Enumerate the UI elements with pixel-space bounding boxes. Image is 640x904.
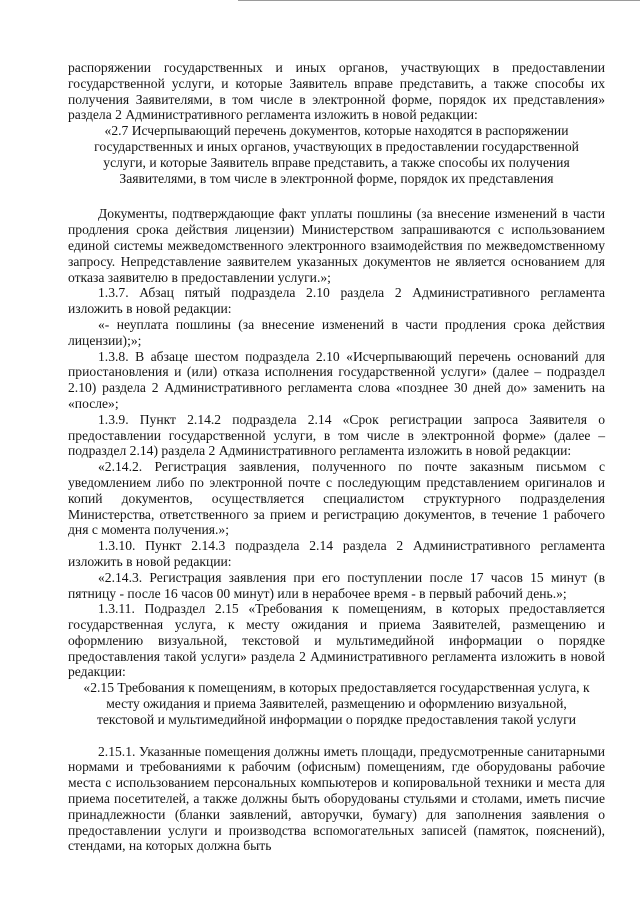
section-2-7-heading: «2.7 Исчерпывающий перечень документов, которые находятся в распоряжении государственных и иных органов, участвующих в предоставлении государственной услуги, и которые Заявитель вправе представить, а также способы их получения Заявителями, в том числе в электронной форме, порядок их представления xyxy=(94,123,579,186)
paragraph-1-3-9: 1.3.9. Пункт 2.14.2 подраздела 2.14 «Срок регистрации запроса Заявителя о предоставлении государственной услуги, в том числе в электронной форме» (далее – подраздел 2.14) раздела 2 Административного регламента изложить в новой редакции: xyxy=(68,411,605,459)
paragraph-documents-fee: Документы, подтверждающие факт уплаты пошлины (за внесение изменений в части продления срока действия лицензии) Министерством запрашиваются с использованием единой системы межведомственного электронного взаимодействия по межведомственному запросу. Непредставление заявителем указанных документов не является основанием для отказа заявителю в предоставлении услуги.»; xyxy=(68,206,605,285)
paragraph-quote-fee-nonpayment: «- неуплата пошлины (за внесение изменений в части продления срока действия лицензии);»; xyxy=(68,316,605,348)
paragraph-2-14-2: «2.14.2. Регистрация заявления, полученного по почте заказным письмом с уведомлением либо по электронной почте с последующим представлением оригиналов и копий документов, осуществляется специалистом структурного подразделения Министерства, ответственного за прием и регистрацию документов, в течение 1 рабочего дня с момента получения.»; xyxy=(68,459,605,538)
paragraph-1-3-11: 1.3.11. Подраздел 2.15 «Требования к помещениям, в которых предоставляется государственная услуга, к месту ожидания и приема Заявителей, размещению и оформлению визуальной, текстовой и мультимедийной информации о порядке предоставления такой услуги» раздела 2 Административного регламента изложить в новой редакции: xyxy=(68,601,605,680)
paragraph-1-3-10: 1.3.10. Пункт 2.14.3 подраздела 2.14 раздела 2 Административного регламента изложить в новой редакции: xyxy=(68,538,605,569)
paragraph-2-15-1: 2.15.1. Указанные помещения должны иметь площади, предусмотренные санитарными нормами и требованиями к рабочим (офисным) помещениям, где оборудованы рабочие места с использованием персональных компьютеров и копировальной техники и места для приема посетителей, а также должны быть оборудованы стульями и столами, иметь писчие принадлежности (бланки заявлений, авторучки, бумагу) для заполнения заявления о предоставлении услуги и производства вспомогательных записей (памяток, пояснений), стендами, на которых должна быть xyxy=(68,743,605,854)
paragraph-1-3-8: 1.3.8. В абзаце шестом подраздела 2.10 «Исчерпывающий перечень оснований для приостановления и (или) отказа исполнения государственной услуги» (далее – подраздел 2.10) раздела 2 Административного регламента слова «позднее 30 дней до» заменить на «после»; xyxy=(68,348,605,411)
document-page xyxy=(68,60,605,854)
paragraph-intro-continuation: распоряжении государственных и иных органов, участвующих в предоставлении государственной услуги, и которые Заявитель вправе представить, а также способы их получения Заявителями, в том числе в электронной форме, порядок их представления» раздела 2 Административного регламента изложить в новой редакции: xyxy=(68,60,605,123)
paragraph-1-3-7: 1.3.7. Абзац пятый подраздела 2.10 раздела 2 Административного регламента изложить в новой редакции: xyxy=(68,285,605,317)
top-edge-rule xyxy=(238,0,640,1)
section-2-15-heading: «2.15 Требования к помещениям, в которых предоставляется государственная услуга, к месту ожидания и приема Заявителей, размещению и оформлению визуальной, текстовой и мультимедийной информации о порядке предоставления такой услуги xyxy=(83,680,590,727)
paragraph-2-14-3: «2.14.3. Регистрация заявления при его поступлении после 17 часов 15 минут (в пятницу - после 16 часов 00 минут) или в нерабочее время - в первый рабочий день.»; xyxy=(68,569,605,601)
